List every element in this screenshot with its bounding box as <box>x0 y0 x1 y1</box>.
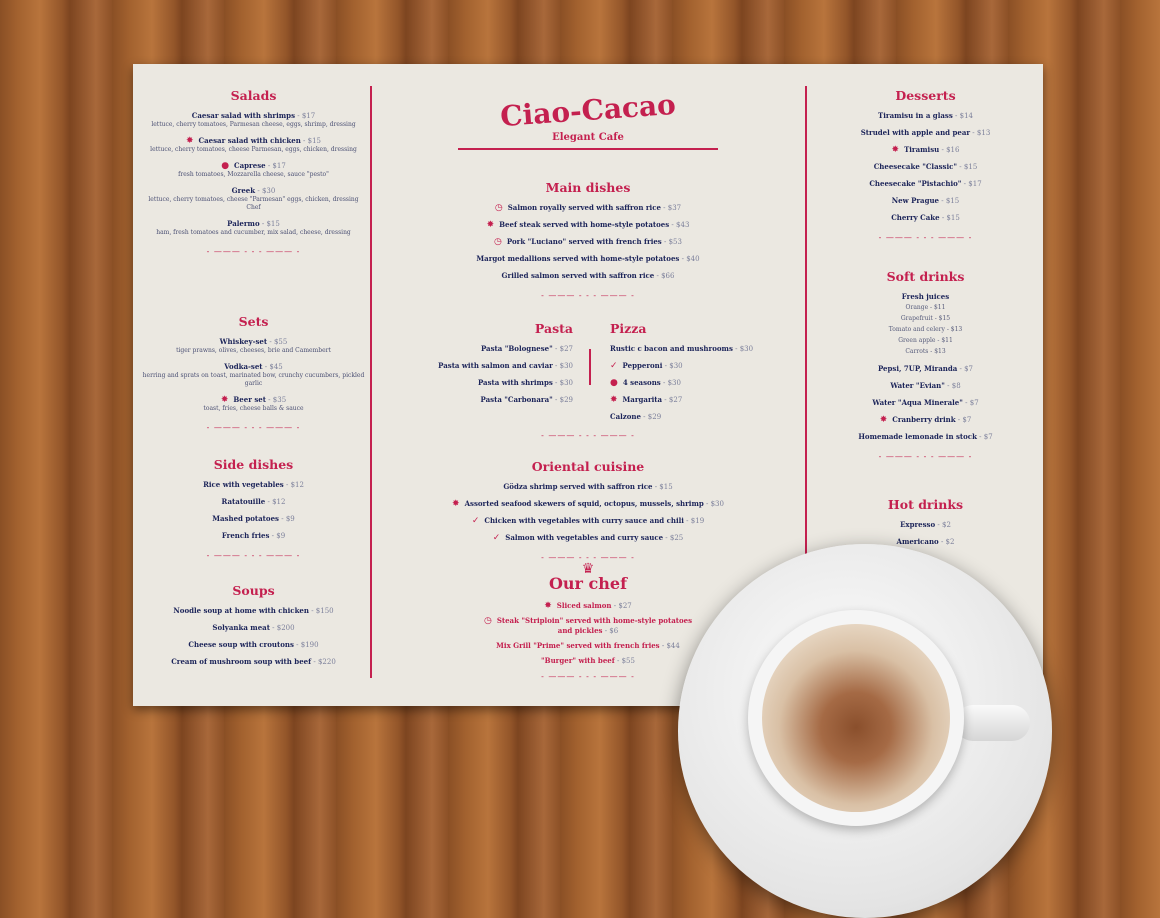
menu-item <box>141 337 366 355</box>
item-price: $29 <box>647 413 662 421</box>
apple-icon: ● <box>221 161 230 171</box>
menu-item <box>378 533 798 543</box>
item-price: $44 <box>666 642 680 650</box>
item-price-sep: - <box>952 112 960 120</box>
section-heading: Sets <box>238 314 269 329</box>
item-price-sep: - <box>259 220 267 228</box>
item-name: Tiramisu <box>904 145 940 154</box>
item-name: Solyanka meat <box>212 623 270 632</box>
left-column <box>141 64 366 706</box>
item-price-sep: - <box>552 345 560 353</box>
chili-icon: ✓ <box>471 516 480 526</box>
section-divider: - ——— - - - ——— - <box>206 247 301 256</box>
item-price: $9 <box>276 532 286 540</box>
clock-icon: ◷ <box>483 616 492 626</box>
item-name: Fresh juices <box>901 292 950 301</box>
item-price: $15 <box>963 163 978 171</box>
item-price-sep: - <box>265 162 273 170</box>
item-price: $55 <box>621 657 635 665</box>
item-name: Pasta with salmon and caviar <box>438 361 553 370</box>
item-price: $150 <box>315 607 334 615</box>
menu-item <box>141 640 366 650</box>
item-name: Gödza shrimp served with saffron rice <box>503 482 653 491</box>
item-price: $2 <box>942 521 951 529</box>
item-price-sep: - <box>663 534 670 542</box>
menu-item <box>378 499 798 509</box>
clock-icon: ◷ <box>494 203 503 213</box>
item-name: Water "Evian" <box>890 381 945 390</box>
menu-item <box>610 344 810 354</box>
section-divider: - ——— - - - ——— - <box>541 553 635 562</box>
item-price: $16 <box>946 146 960 154</box>
item-price-sep: - <box>957 365 965 373</box>
item-price: $30 <box>710 500 724 508</box>
section-heading: Oriental cuisine <box>531 459 645 474</box>
item-price-sep: - <box>640 413 648 421</box>
menu-item <box>141 657 366 667</box>
menu-item <box>141 161 366 179</box>
item-price: $9 <box>285 515 295 523</box>
item-price-sep: - <box>962 399 970 407</box>
sub-item: Green apple - $11 <box>898 337 953 344</box>
item-name: Ratatouille <box>221 497 266 506</box>
item-name: Cheesecake "Pistachio" <box>869 179 962 188</box>
item-description: ham, fresh tomatoes and cucumber, mix salad, cheese, dressing <box>156 229 351 236</box>
star-icon: ✸ <box>486 220 495 230</box>
section-heading: Salads <box>230 88 277 103</box>
sub-item: Tomato and celery - $13 <box>888 326 963 333</box>
menu-item <box>141 186 366 212</box>
item-name: Mix Grill "Prime" served with french fries <box>496 641 660 650</box>
item-name: Margarita <box>622 395 663 404</box>
pasta-pizza-section <box>378 321 798 441</box>
item-price-sep: - <box>269 624 277 632</box>
item-price: $7 <box>969 399 979 407</box>
section-heading: Main dishes <box>545 180 631 195</box>
menu-item <box>373 395 573 405</box>
menu-item <box>813 415 1038 425</box>
menu-item <box>610 378 810 388</box>
item-price-sep: - <box>944 382 952 390</box>
item-price-sep: - <box>703 500 711 508</box>
item-name: Calzone <box>610 412 641 421</box>
section-heading: Side dishes <box>213 457 294 472</box>
section-heading: Our chef <box>548 574 627 593</box>
item-price-sep: - <box>976 433 984 441</box>
menu-item <box>610 412 810 422</box>
section-divider: - ——— - - - ——— - <box>541 431 635 440</box>
item-name: Tiramisu in a glass <box>878 111 953 120</box>
item-price: $220 <box>317 658 336 666</box>
item-price: $8 <box>951 382 961 390</box>
menu-item <box>813 398 1038 408</box>
item-name: 4 seasons <box>622 378 661 387</box>
section-heading: Soups <box>232 583 275 598</box>
menu-item <box>378 203 798 213</box>
section-divider: - ——— - - - ——— - <box>541 672 635 681</box>
item-price: $2 <box>945 538 955 546</box>
menu-item <box>378 237 798 247</box>
item-name: Cranberry drink <box>892 415 956 424</box>
item-name: Salmon royally served with saffron rice <box>507 203 661 212</box>
item-name: Palermo <box>227 219 260 228</box>
menu-section <box>813 88 1038 252</box>
brand-subtitle: Elegant Cafe <box>552 132 624 143</box>
item-name: Pepperoni <box>622 361 663 370</box>
menu-item <box>378 271 798 281</box>
item-price-sep: - <box>262 363 270 371</box>
item-name: Strudel with apple and pear <box>860 128 971 137</box>
menu-item <box>141 111 366 129</box>
section-divider: - ——— - - - ——— - <box>541 291 635 300</box>
section-divider: - ——— - - - ——— - <box>206 423 301 432</box>
section-divider: - ——— - - - ——— - <box>206 551 301 560</box>
item-price: $17 <box>301 112 316 120</box>
menu-item <box>141 514 366 524</box>
star-icon: ✸ <box>610 395 618 405</box>
item-description: lettuce, cherry tomatoes, cheese Parmesan, eggs, chicken, dressing <box>150 146 357 153</box>
menu-item <box>141 606 366 616</box>
menu-section <box>378 180 798 310</box>
item-price-sep: - <box>552 379 560 387</box>
item-price-sep: - <box>732 345 740 353</box>
star-icon: ✸ <box>185 136 194 146</box>
cup-handle <box>955 705 1030 741</box>
item-price-sep: - <box>679 255 687 263</box>
item-price: $43 <box>676 221 690 229</box>
pasta-section <box>373 321 573 412</box>
menu-item <box>378 220 798 230</box>
item-price: $190 <box>300 641 319 649</box>
item-price-sep: - <box>939 146 947 154</box>
sub-item: Grapefruit - $15 <box>900 315 951 322</box>
item-name: Steak "Striploin" served with home-style potatoes and pickles <box>496 616 693 635</box>
item-price: $45 <box>269 363 283 371</box>
item-name: Cheesecake "Classic" <box>873 162 958 171</box>
item-price: $53 <box>668 238 682 246</box>
section-heading: Pasta <box>534 321 573 336</box>
item-price: $27 <box>668 396 683 404</box>
item-price-sep: - <box>683 517 691 525</box>
section-divider: - ——— - - - ——— - <box>878 233 973 242</box>
item-name: Rice with vegetables <box>203 480 284 489</box>
item-price: $12 <box>290 481 304 489</box>
item-price: $15 <box>659 483 673 491</box>
item-name: Pork "Luciano" served with french fries <box>506 237 662 246</box>
item-name: Mashed potatoes <box>212 514 279 523</box>
item-price-sep: - <box>267 338 274 346</box>
item-price: $30 <box>669 362 683 370</box>
item-price: $35 <box>272 396 287 404</box>
item-name: French fries <box>221 531 270 540</box>
item-price: $27 <box>559 345 573 353</box>
item-price-sep: - <box>662 362 670 370</box>
item-price: $66 <box>661 272 675 280</box>
sub-item: Carrots - $13 <box>905 348 946 355</box>
item-name: Caesar salad with chicken <box>198 136 301 145</box>
item-description: tiger prawns, olives, cheeses, brie and Camembert <box>176 347 331 354</box>
item-description: lettuce, cherry tomatoes, cheese "Parmesan" eggs, chicken, dressing Chef <box>148 196 359 211</box>
item-price-sep: - <box>957 163 964 171</box>
menu-item <box>141 395 366 413</box>
item-description: toast, fries, cheese balls & sauce <box>203 405 304 412</box>
item-description: lettuce, cherry tomatoes, Parmesan cheese, eggs, shrimp, dressing <box>151 121 356 128</box>
item-name: Pepsi, 7UP, Miranda <box>877 364 958 373</box>
chili-icon: ✓ <box>492 533 501 543</box>
star-icon: ✸ <box>879 415 888 425</box>
menu-item <box>141 362 366 388</box>
item-price: $29 <box>559 396 573 404</box>
menu-item <box>141 136 366 154</box>
item-name: Grilled salmon served with saffron rice <box>501 271 655 280</box>
menu-item <box>478 601 698 611</box>
item-name: Chicken with vegetables with curry sauce and chili <box>484 516 684 525</box>
item-price: $30 <box>667 379 681 387</box>
star-icon: ✸ <box>544 601 552 611</box>
item-price-sep: - <box>278 515 286 523</box>
item-name: Beer set <box>233 395 266 404</box>
menu-section <box>813 269 1038 471</box>
menu-item <box>813 128 1038 138</box>
cappuccino-foam <box>762 624 950 812</box>
item-name: Margot medallions served with home-style potatoes <box>476 254 680 263</box>
item-price-sep: - <box>955 416 963 424</box>
item-price-sep: - <box>970 129 977 137</box>
pasta-pizza-divider <box>589 349 591 385</box>
item-price-sep: - <box>660 204 668 212</box>
item-price-sep: - <box>614 657 622 665</box>
menu-item <box>813 196 1038 206</box>
item-name: Whiskey-set <box>219 337 268 346</box>
item-price-sep: - <box>652 483 660 491</box>
item-name: Salmon with vegetables and curry sauce <box>505 533 664 542</box>
item-price: $30 <box>559 379 573 387</box>
section-heading: Hot drinks <box>887 497 964 512</box>
item-price: $15 <box>946 214 960 222</box>
coffee-cup <box>748 610 964 826</box>
menu-item <box>610 395 810 405</box>
star-icon: ✸ <box>452 499 460 509</box>
menu-item <box>813 381 1038 391</box>
item-name: Caprese <box>234 161 266 170</box>
item-price: $17 <box>272 162 286 170</box>
item-price-sep: - <box>939 197 946 205</box>
menu-item <box>478 616 698 636</box>
section-heading: Desserts <box>895 88 956 103</box>
item-price-sep: - <box>654 272 662 280</box>
menu-item <box>373 378 573 388</box>
chef-hat-icon: ♛ <box>581 561 595 577</box>
item-name: Beef steak served with home-style potatoes <box>499 220 670 229</box>
item-price-sep: - <box>939 214 947 222</box>
item-price-sep: - <box>283 481 291 489</box>
item-name: Caesar salad with shrimps <box>191 111 296 120</box>
menu-item <box>378 482 798 492</box>
item-price-sep: - <box>293 641 301 649</box>
item-name: Homemade lemonade in stock <box>858 432 977 441</box>
item-price-sep: - <box>961 180 969 188</box>
item-price-sep: - <box>265 498 273 506</box>
item-price: $15 <box>266 220 280 228</box>
item-price-sep: - <box>255 187 262 195</box>
menu-item <box>813 364 1038 374</box>
item-name: Americano <box>896 537 939 546</box>
star-icon: ✸ <box>220 395 229 405</box>
sub-item: Orange - $11 <box>905 304 946 311</box>
item-name: Cream of mushroom soup with beef <box>171 657 312 666</box>
item-price-sep: - <box>552 396 560 404</box>
menu-item <box>813 145 1038 155</box>
menu-item <box>141 623 366 633</box>
item-price-sep: - <box>308 607 316 615</box>
item-price: $14 <box>959 112 973 120</box>
item-price: $25 <box>669 534 684 542</box>
menu-item <box>373 361 573 371</box>
item-price: $30 <box>739 345 754 353</box>
item-description: herring and sprats on toast, marinated bow, crunchy cucumbers, pickled garlic <box>142 372 365 387</box>
item-name: "Burger" with beef <box>541 656 615 665</box>
menu-item <box>373 344 573 354</box>
menu-item <box>813 520 1038 530</box>
item-price: $7 <box>964 365 973 373</box>
menu-item <box>478 641 698 651</box>
menu-item <box>478 656 698 666</box>
item-name: Expresso <box>900 520 936 529</box>
clock-icon: ◷ <box>494 237 502 247</box>
item-price-sep: - <box>552 362 560 370</box>
item-price-sep: - <box>938 538 946 546</box>
item-price: $200 <box>276 624 295 632</box>
menu-section <box>141 88 366 266</box>
menu-item <box>141 497 366 507</box>
item-price: $55 <box>273 338 288 346</box>
item-name: Water "Aqua Minerale" <box>872 398 963 407</box>
menu-section <box>141 583 366 674</box>
item-name: Cheese soup with croutons <box>188 640 294 649</box>
item-price: $15 <box>945 197 960 205</box>
item-name: Rustic c bacon and mushrooms <box>610 344 733 353</box>
item-price: $6 <box>609 627 619 635</box>
item-name: Pasta with shrimps <box>477 378 553 387</box>
section-divider: - ——— - - - ——— - <box>878 452 973 461</box>
brand-title: Ciao-Cacao <box>499 87 677 134</box>
menu-item <box>141 219 366 237</box>
menu-item <box>378 516 798 526</box>
title-underline <box>458 144 718 150</box>
item-name: Pasta "Bolognese" <box>480 344 553 353</box>
item-price-sep: - <box>300 137 308 145</box>
item-price-sep: - <box>935 521 942 529</box>
menu-item <box>378 254 798 264</box>
item-name: New Prague <box>891 196 940 205</box>
item-price-sep: - <box>662 396 669 404</box>
item-price-sep: - <box>295 112 302 120</box>
item-price: $13 <box>976 129 991 137</box>
menu-item <box>141 531 366 541</box>
item-name: Greek <box>231 186 256 195</box>
item-price: $30 <box>559 362 573 370</box>
section-heading: Pizza <box>610 321 647 336</box>
section-heading: Soft drinks <box>886 269 965 284</box>
item-price: $7 <box>962 416 972 424</box>
menu-item <box>813 213 1038 223</box>
item-price-sep: - <box>660 379 668 387</box>
pizza-section <box>610 321 810 429</box>
item-price-sep: - <box>602 627 610 635</box>
item-price: $19 <box>690 517 705 525</box>
menu-item <box>610 361 810 371</box>
item-price: $12 <box>272 498 286 506</box>
menu-item <box>813 432 1038 442</box>
apple-icon: ● <box>610 378 618 388</box>
item-name: Sliced salmon <box>556 601 612 610</box>
menu-section <box>141 457 366 570</box>
item-description: fresh tomatoes, Mozzarella cheese, sauce "pesto" <box>178 171 329 178</box>
menu-item <box>813 111 1038 121</box>
chili-icon: ✓ <box>610 361 618 371</box>
item-price: $15 <box>307 137 322 145</box>
item-name: Assorted seafood skewers of squid, octopus, mussels, shrimp <box>464 499 704 508</box>
menu-item <box>813 179 1038 189</box>
menu-section <box>141 314 366 442</box>
star-icon: ✸ <box>891 145 900 155</box>
item-price-sep: - <box>661 238 669 246</box>
item-name: Pasta "Carbonara" <box>480 395 553 404</box>
item-name: Vodka-set <box>224 362 263 371</box>
item-price-sep: - <box>659 642 667 650</box>
menu-item <box>813 162 1038 172</box>
menu-item <box>813 292 1038 357</box>
item-price-sep: - <box>611 602 619 610</box>
item-price-sep: - <box>311 658 318 666</box>
item-price-sep: - <box>269 532 277 540</box>
menu-section <box>378 459 798 577</box>
item-price-sep: - <box>669 221 677 229</box>
item-price: $30 <box>261 187 276 195</box>
item-price: $17 <box>968 180 982 188</box>
item-price: $40 <box>686 255 700 263</box>
item-price-sep: - <box>265 396 273 404</box>
item-name: Noodle soup at home with chicken <box>173 606 309 615</box>
column-divider <box>370 86 372 678</box>
item-price: $37 <box>667 204 682 212</box>
item-price: $27 <box>618 602 632 610</box>
menu-item <box>141 480 366 490</box>
item-price: $7 <box>983 433 993 441</box>
item-name: Cherry Cake <box>891 213 940 222</box>
